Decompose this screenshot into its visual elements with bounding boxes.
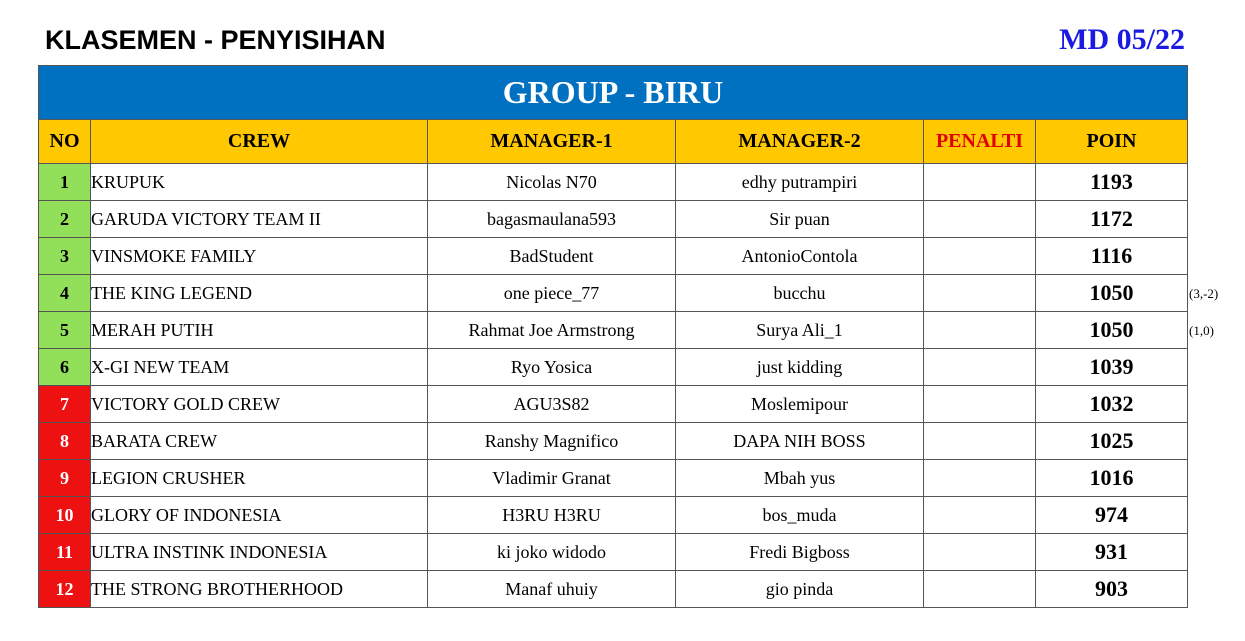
page-title: KLASEMEN - PENYISIHAN	[45, 25, 386, 55]
manager-1-cell: Ryo Yosica	[428, 349, 676, 386]
crew-cell: THE STRONG BROTHERHOOD	[91, 571, 428, 608]
crew-cell: BARATA CREW	[91, 423, 428, 460]
matchday-label: MD 05/22	[1059, 23, 1185, 56]
table-row	[39, 571, 1188, 608]
crew-cell: VINSMOKE FAMILY	[91, 238, 428, 275]
penalti-cell	[924, 275, 1036, 312]
table-row	[39, 275, 1188, 312]
table-row	[39, 238, 1188, 275]
group-title-row	[39, 66, 1188, 120]
manager-2-cell: bucchu	[676, 275, 924, 312]
rank-cell: 10	[39, 497, 91, 534]
rank-cell: 9	[39, 460, 91, 497]
column-header-penalti: PENALTI	[924, 120, 1036, 164]
manager-1-cell: Nicolas N70	[428, 164, 676, 201]
manager-2-cell: edhy putrampiri	[676, 164, 924, 201]
crew-cell: X-GI NEW TEAM	[91, 349, 428, 386]
penalti-cell	[924, 312, 1036, 349]
column-header-crew: CREW	[91, 120, 428, 164]
manager-1-cell: bagasmaulana593	[428, 201, 676, 238]
manager-2-cell: bos_muda	[676, 497, 924, 534]
poin-cell: 1016	[1036, 460, 1188, 497]
rank-cell: 7	[39, 386, 91, 423]
manager-1-cell: H3RU H3RU	[428, 497, 676, 534]
crew-cell: MERAH PUTIH	[91, 312, 428, 349]
table-row	[39, 312, 1188, 349]
poin-cell: 1025	[1036, 423, 1188, 460]
manager-2-cell: just kidding	[676, 349, 924, 386]
table-row	[39, 349, 1188, 386]
poin-cell: 1172	[1036, 201, 1188, 238]
penalti-cell	[924, 497, 1036, 534]
manager-1-cell: AGU3S82	[428, 386, 676, 423]
manager-2-cell: Surya Ali_1	[676, 312, 924, 349]
poin-cell: 1193	[1036, 164, 1188, 201]
poin-cell: 1050	[1036, 312, 1188, 349]
crew-cell: GARUDA VICTORY TEAM II	[91, 201, 428, 238]
crew-cell: GLORY OF INDONESIA	[91, 497, 428, 534]
manager-1-cell: one piece_77	[428, 275, 676, 312]
manager-1-cell: Rahmat Joe Armstrong	[428, 312, 676, 349]
penalti-cell	[924, 386, 1036, 423]
manager-2-cell: DAPA NIH BOSS	[676, 423, 924, 460]
table-row	[39, 201, 1188, 238]
penalti-cell	[924, 238, 1036, 275]
rank-cell: 3	[39, 238, 91, 275]
poin-cell: 903	[1036, 571, 1188, 608]
penalti-cell	[924, 460, 1036, 497]
penalti-cell	[924, 164, 1036, 201]
manager-2-cell: Mbah yus	[676, 460, 924, 497]
manager-1-cell: Vladimir Granat	[428, 460, 676, 497]
manager-1-cell: Ranshy Magnifico	[428, 423, 676, 460]
manager-1-cell: Manaf uhuiy	[428, 571, 676, 608]
standings-table	[38, 65, 1188, 608]
manager-1-cell: BadStudent	[428, 238, 676, 275]
table-row	[39, 460, 1188, 497]
penalti-cell	[924, 423, 1036, 460]
standings-body	[39, 164, 1188, 608]
penalti-cell	[924, 571, 1036, 608]
table-row	[39, 423, 1188, 460]
column-header-poin: POIN	[1036, 120, 1188, 164]
column-header-row	[39, 120, 1188, 164]
group-title: GROUP - BIRU	[39, 66, 1188, 120]
crew-cell: THE KING LEGEND	[91, 275, 428, 312]
poin-cell: 1116	[1036, 238, 1188, 275]
manager-2-cell: AntonioContola	[676, 238, 924, 275]
poin-cell: 1050	[1036, 275, 1188, 312]
column-header-no: NO	[39, 120, 91, 164]
rank-cell: 1	[39, 164, 91, 201]
rank-cell: 6	[39, 349, 91, 386]
manager-2-cell: Sir puan	[676, 201, 924, 238]
poin-cell: 974	[1036, 497, 1188, 534]
manager-1-cell: ki joko widodo	[428, 534, 676, 571]
rank-cell: 12	[39, 571, 91, 608]
table-row	[39, 534, 1188, 571]
table-row	[39, 497, 1188, 534]
column-header-manager-1: MANAGER-1	[428, 120, 676, 164]
manager-2-cell: Moslemipour	[676, 386, 924, 423]
penalti-cell	[924, 349, 1036, 386]
penalti-cell	[924, 201, 1036, 238]
table-row	[39, 164, 1188, 201]
poin-cell: 1039	[1036, 349, 1188, 386]
rank-cell: 2	[39, 201, 91, 238]
penalti-cell	[924, 534, 1036, 571]
crew-cell: ULTRA INSTINK INDONESIA	[91, 534, 428, 571]
rank-cell: 8	[39, 423, 91, 460]
poin-cell: 931	[1036, 534, 1188, 571]
tiebreak-note: (3,-2)	[1189, 286, 1219, 301]
rank-cell: 4	[39, 275, 91, 312]
rank-cell: 11	[39, 534, 91, 571]
crew-cell: KRUPUK	[91, 164, 428, 201]
manager-2-cell: Fredi Bigboss	[676, 534, 924, 571]
manager-2-cell: gio pinda	[676, 571, 924, 608]
crew-cell: VICTORY GOLD CREW	[91, 386, 428, 423]
tiebreak-note: (1,0)	[1189, 323, 1214, 338]
table-row	[39, 386, 1188, 423]
column-header-manager-2: MANAGER-2	[676, 120, 924, 164]
rank-cell: 5	[39, 312, 91, 349]
poin-cell: 1032	[1036, 386, 1188, 423]
crew-cell: LEGION CRUSHER	[91, 460, 428, 497]
